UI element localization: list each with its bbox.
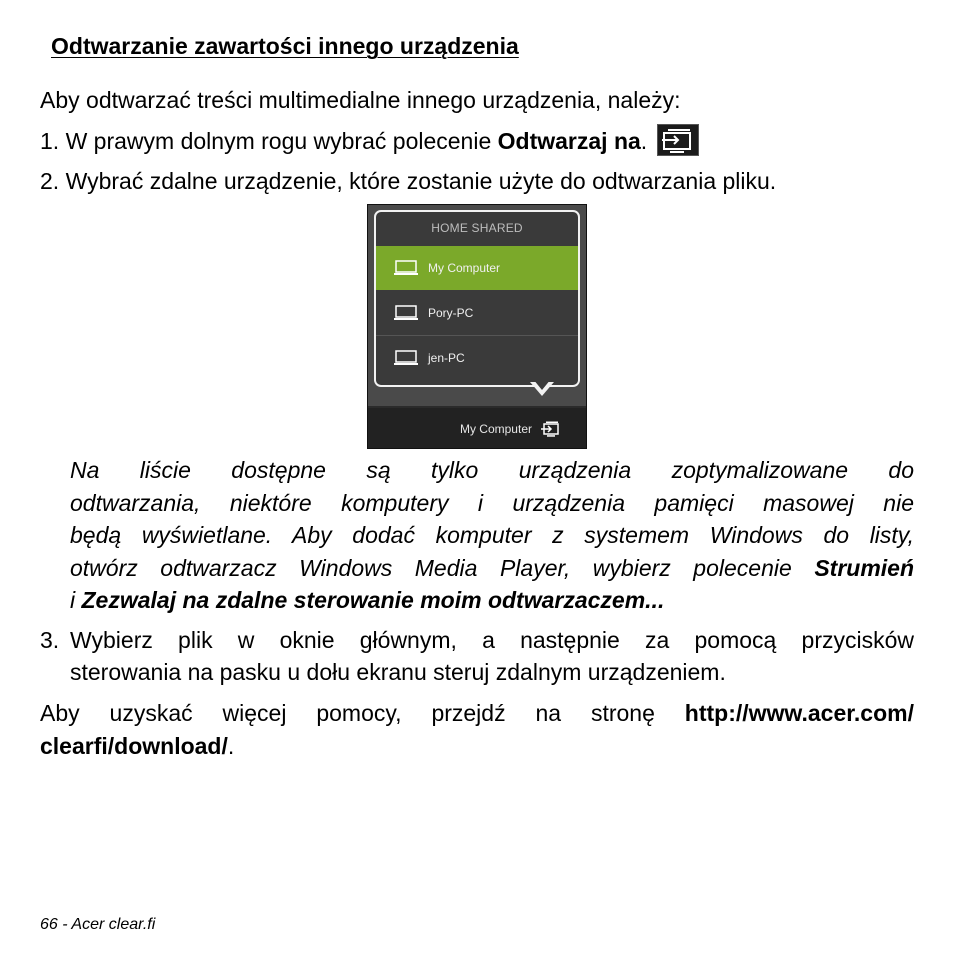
device-label: jen-PC bbox=[428, 351, 465, 365]
popup-title: HOME SHARED bbox=[431, 221, 523, 235]
step-3-line: sterowania na pasku u dołu ekranu steruj zdalnym urządzeniem. bbox=[70, 659, 726, 685]
note-command-remote: Zezwalaj na zdalne sterowanie moim odtwarzaczem... bbox=[81, 587, 665, 613]
step-1-number: 1. bbox=[40, 128, 60, 154]
device-label: Pory-PC bbox=[428, 306, 474, 320]
play-to-screenshot bbox=[367, 204, 587, 449]
step-1 bbox=[40, 124, 699, 157]
page-footer: 66 - Acer clear.fi bbox=[40, 916, 156, 933]
device-item-jen-pc[interactable] bbox=[376, 336, 578, 380]
step-2 bbox=[40, 165, 776, 197]
note-paragraph bbox=[70, 454, 914, 617]
step-3-number: 3. bbox=[40, 627, 60, 653]
help-paragraph bbox=[40, 697, 914, 763]
note-line: i Zezwalaj na zdalne sterowanie moim odtwarzaczem... bbox=[70, 587, 665, 613]
help-line: clearfi/download/. bbox=[40, 733, 235, 759]
note-line: odtwarzania, niektóre komputery i urządzenia pamięci masowej nie bbox=[70, 489, 914, 516]
step-3-line: Wybierz plik w oknie głównym, a następnie za pomocą przycisków bbox=[70, 627, 914, 653]
intro-text: Aby odtwarzać treści multimedialne innego urządzenia, należy: bbox=[40, 87, 681, 113]
step-1-after: . bbox=[640, 128, 648, 154]
step-1-command: Odtwarzaj na bbox=[497, 128, 641, 154]
step-1-text: W prawym dolnym rogu wybrać polecenie bbox=[65, 128, 498, 154]
note-line: Na liście dostępne są tylko urządzenia zoptymalizowane do bbox=[70, 457, 914, 483]
note-line: będą wyświetlane. Aby dodać komputer z systemem Windows do listy, bbox=[70, 522, 914, 548]
play-to-icon bbox=[657, 124, 699, 156]
note-line: otwórz odtwarzacz Windows Media Player, wybierz polecenie Strumień bbox=[70, 554, 914, 581]
computer-icon bbox=[394, 350, 418, 366]
device-item-my-computer[interactable] bbox=[376, 246, 578, 290]
play-to-bar-label: My Computer bbox=[459, 422, 532, 436]
note-command-stream: Strumień bbox=[814, 554, 914, 581]
device-label: My Computer bbox=[428, 261, 501, 275]
play-to-bar[interactable] bbox=[368, 408, 586, 449]
device-item-pory-pc[interactable] bbox=[376, 291, 578, 335]
computer-icon bbox=[394, 260, 418, 276]
help-link[interactable]: http://www.acer.com/ bbox=[684, 700, 914, 726]
section-heading: Odtwarzanie zawartości innego urządzenia bbox=[51, 33, 519, 59]
play-to-icon[interactable] bbox=[540, 421, 560, 437]
help-line: Aby uzyskać więcej pomocy, przejdź na stronę http://www.acer.com/ bbox=[40, 700, 914, 726]
step-2-text: Wybrać zdalne urządzenie, które zostanie użyte do odtwarzania pliku. bbox=[65, 168, 777, 194]
computer-icon bbox=[394, 305, 418, 321]
device-list-popup bbox=[374, 210, 580, 387]
help-link-cont[interactable]: clearfi/download/ bbox=[40, 733, 228, 759]
step-3-text bbox=[70, 624, 914, 688]
popup-pointer-inner bbox=[533, 379, 551, 390]
step-2-number: 2. bbox=[40, 168, 60, 194]
